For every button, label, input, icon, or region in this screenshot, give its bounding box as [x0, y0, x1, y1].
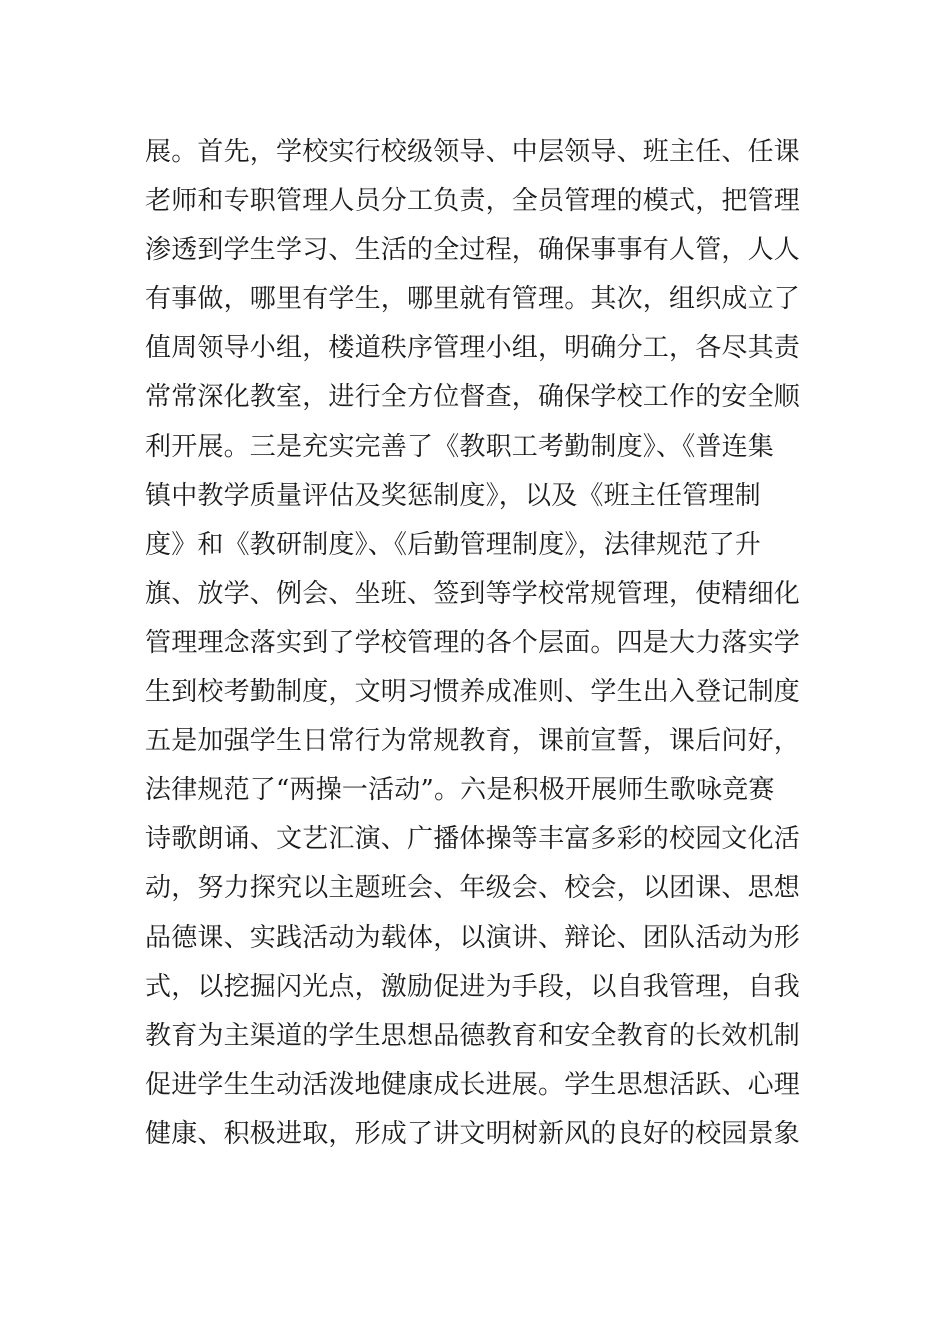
- text-line: 值周领导小组，楼道秩序管理小组，明确分工，各尽其责: [145, 333, 801, 364]
- text-line: 诗歌朗诵、文艺汇演、广播体操等丰富多彩的校园文化活: [145, 824, 801, 855]
- text-line: 旗、放学、例会、坐班、签到等学校常规管理，使精细化: [145, 578, 801, 609]
- text-line: 有事做，哪里有学生，哪里就有管理。其次，组织成立了: [145, 284, 801, 315]
- text-line: 镇中教学质量评估及奖惩制度》，以及《班主任管理制: [145, 480, 761, 511]
- text-line: 品德课、实践活动为载体，以演讲、辩论、团队活动为形: [145, 922, 801, 953]
- text-line: 常常深化教室，进行全方位督查，确保学校工作的安全顺: [145, 382, 801, 413]
- text-line: 五是加强学生日常行为常规教育，课前宣誓，课后问好，: [145, 726, 801, 757]
- text-line: 渗透到学生学习、生活的全过程，确保事事有人管，人人: [145, 235, 801, 266]
- text-line: 健康、积极进取，形成了讲文明树新风的良好的校园景象: [145, 1118, 801, 1149]
- text-line: 管理理念落实到了学校管理的各个层面。四是大力落实学: [145, 627, 801, 658]
- text-line: 教育为主渠道的学生思想品德教育和安全教育的长效机制: [145, 1020, 801, 1051]
- text-line: 度》和《教研制度》、《后勤管理制度》，法律规范了升: [145, 529, 762, 560]
- text-line: 促进学生生动活泼地健康成长进展。学生思想活跃、心理: [145, 1069, 801, 1100]
- text-line: 生到校考勤制度，文明习惯养成准则、学生出入登记制度: [145, 677, 801, 708]
- text-line: 利开展。三是充实完善了《教职工考勤制度》、《普连集: [145, 431, 775, 462]
- text-line: 动，努力探究以主题班会、年级会、校会，以团课、思想: [145, 873, 801, 904]
- text-line: 式，以挖掘闪光点，激励促进为手段，以自我管理，自我: [145, 971, 801, 1002]
- text-line: 展。首先，学校实行校级领导、中层领导、班主任、任课: [145, 137, 801, 167]
- text-line: 法律规范了“两操一活动”。六是积极开展师生歌咏竞赛: [145, 775, 775, 806]
- body-paragraph: [145, 128, 810, 1159]
- text-line: 老师和专职管理人员分工负责，全员管理的模式，把管理: [145, 186, 801, 217]
